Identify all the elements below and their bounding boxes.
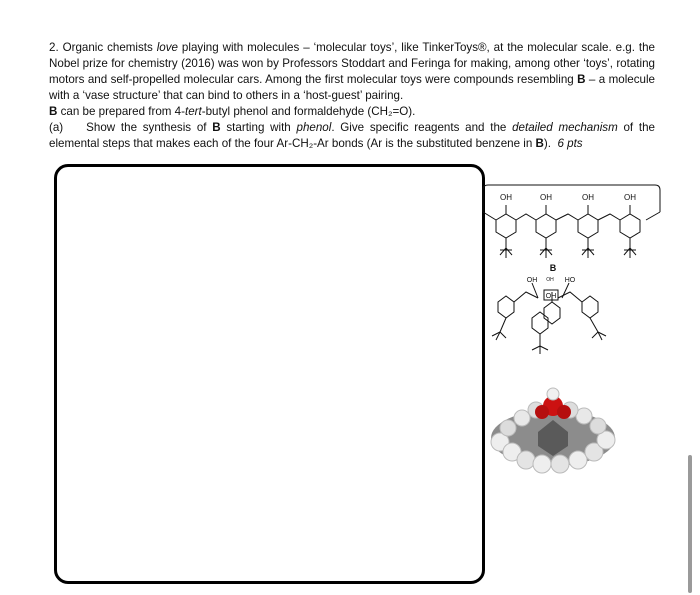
phenol-ring-2 [536, 214, 556, 238]
cone-label-2: OH [546, 277, 554, 283]
oh-label-2: OH [540, 193, 552, 202]
cone-label-3: HO [564, 277, 576, 284]
points-label: 6 pts [557, 137, 583, 150]
page-scrollbar[interactable] [688, 455, 692, 593]
cone-label-4: OH [545, 293, 557, 300]
cone-label-1: OH [526, 277, 538, 284]
structure-figures [478, 180, 668, 480]
oh-label-3: OH [582, 193, 594, 202]
question-intro: 2. Organic chemists love playing with molecules – ‘molecular toys’, like TinkerToys®, at the molecular scale. e.g. the Nobel prize for chemistry (2016) was won by Professors Stoddart and Feringa for making, among other ‘toys’, rotating motors and self-propelled molecular cars. Among the first molecular toys were compounds resembling B – a molecule with a ‘vase structure’ that can bind to others in a ‘host-guest’ pairing. [49, 41, 655, 102]
phenol-ring-1 [496, 214, 516, 238]
oh-label-1: OH [500, 193, 512, 202]
calixarene-figure [478, 180, 668, 480]
question-part-a: (a) Show the synthesis of B starting with phenol. Give specific reagents and the detailed mechanism of the elemental steps that makes each of the four Ar-CH₂-Ar bonds (Ar is the substituted benzene in B). 6 pts [49, 121, 656, 150]
question-line-2: B can be prepared from 4-tert-butyl phenol and formaldehyde (CH₂=O). [49, 105, 416, 118]
question-text [49, 40, 655, 152]
phenol-ring-3 [578, 214, 598, 238]
space-filling-model [491, 388, 615, 473]
phenol-ring-4 [620, 214, 640, 238]
oh-label-4: OH [624, 193, 636, 202]
answer-box[interactable] [54, 164, 485, 584]
compound-b-label: B [549, 263, 557, 273]
